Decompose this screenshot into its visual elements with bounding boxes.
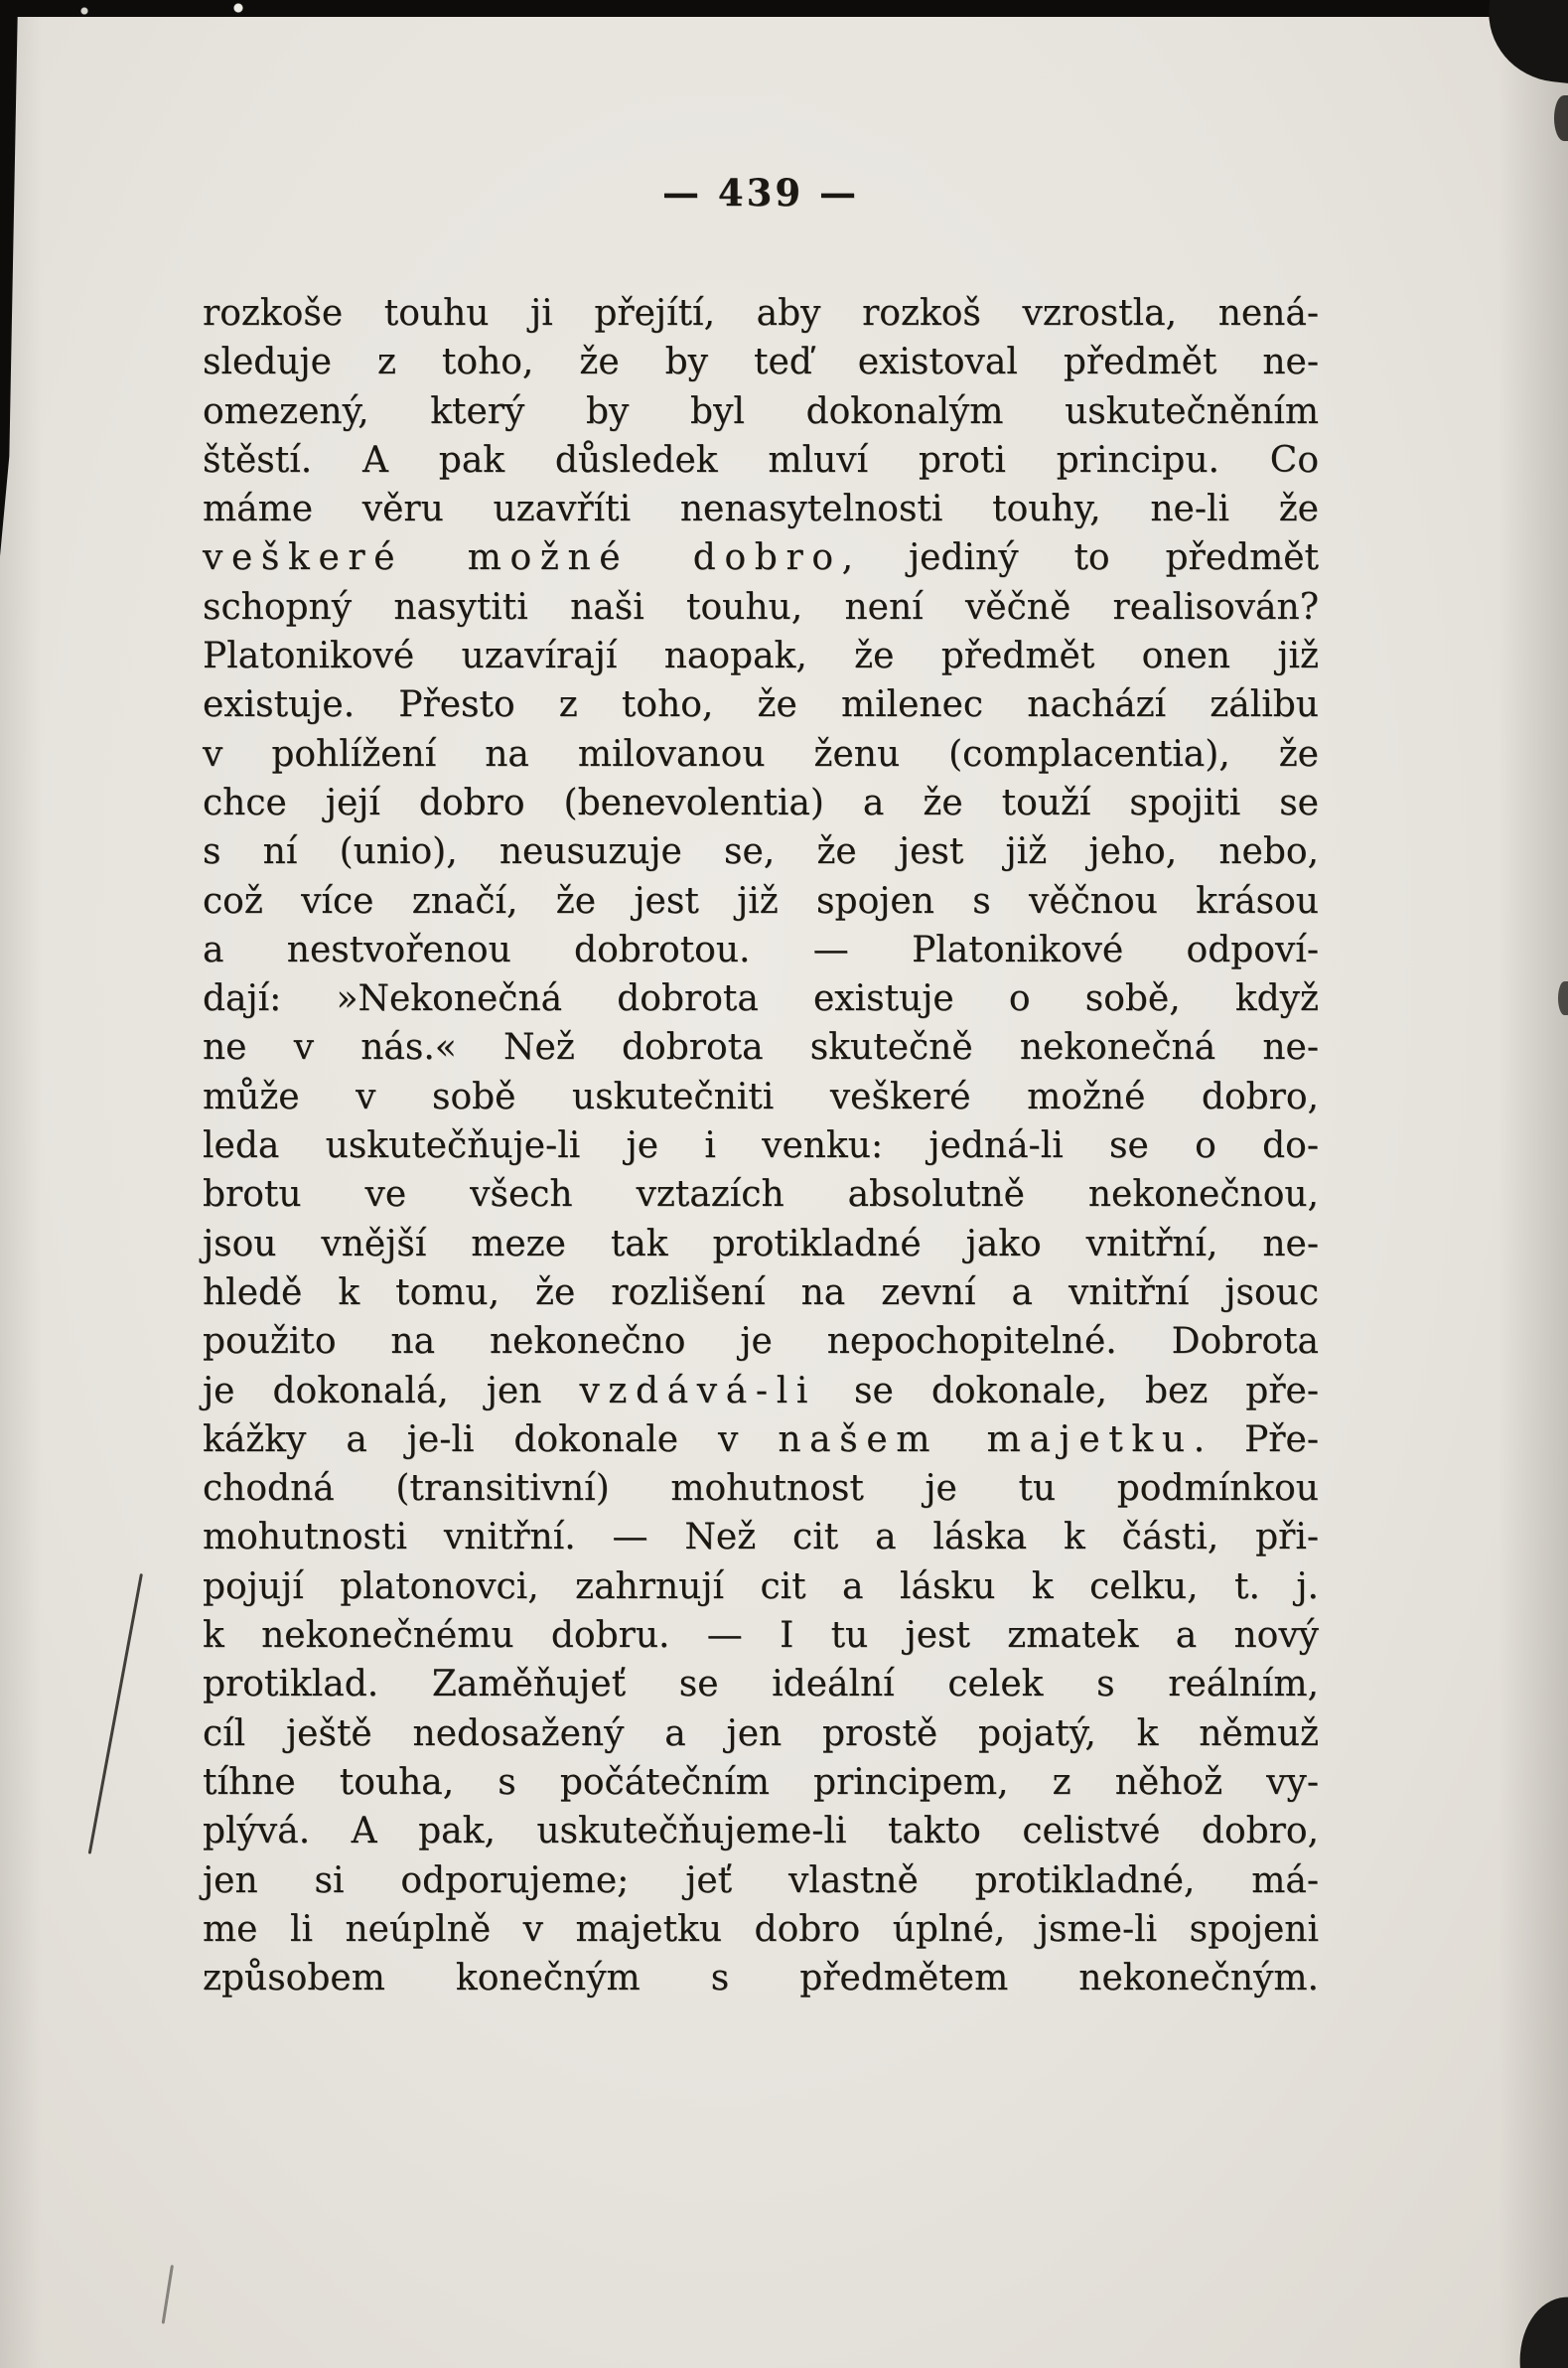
page-number: — 439 — <box>662 171 859 215</box>
text-segment: způsobem konečným s předmětem nekonečným. <box>203 1958 1319 1999</box>
scan-speck-right-edge <box>1558 981 1568 1015</box>
text-segment: hledě k tomu, že rozlišení na zevní a vnitřní jsouc <box>203 1271 1319 1313</box>
text-line <box>203 1905 1319 1954</box>
text-line <box>203 1856 1319 1905</box>
text-segment: sleduje z toho, že by teď existoval předmět ne- <box>203 342 1319 383</box>
text-segment: omezený, který by byl dokonalým uskutečněním <box>203 390 1319 432</box>
pencil-stroke-bottom-left <box>162 2265 174 2324</box>
text-line <box>203 1367 1319 1415</box>
text-segment: s ní (unio), neusuzuje se, že jest již jeho, nebo, <box>203 831 1319 873</box>
text-segment: jsou vnější meze tak protikladné jako vnitřní, ne- <box>203 1223 1319 1264</box>
body-text <box>203 289 1319 2002</box>
text-segment: rozkoše touhu ji přejítí, aby rozkoš vzrostla, nená- <box>203 293 1319 334</box>
text-line <box>203 1073 1319 1121</box>
text-line <box>203 1660 1319 1708</box>
text-segment: brotu ve všech vztazích absolutně nekonečnou, <box>203 1174 1319 1216</box>
text-segment: me li neúplně v majetku dobro úplné, jsme-li spojeni <box>203 1908 1319 1950</box>
text-segment: ne v nás.« Než dobrota skutečně nekonečná ne- <box>203 1027 1319 1069</box>
pencil-stroke-left-margin <box>88 1573 143 1854</box>
text-line <box>203 1611 1319 1660</box>
text-line <box>203 289 1319 338</box>
text-segment: existuje. Přesto z toho, že milenec nachází zálibu <box>203 684 1319 726</box>
text-segment: dají: »Nekonečná dobrota existuje o sobě, když <box>203 978 1319 1020</box>
text-line <box>203 1513 1319 1561</box>
text-line <box>203 1317 1319 1366</box>
text-line <box>203 1758 1319 1807</box>
text-segment: jen si odporujeme; jeť vlastně protikladné, má- <box>203 1859 1319 1901</box>
text-segment: chce její dobro (benevolentia) a že touží spojiti se <box>203 782 1319 823</box>
text-line <box>203 1709 1319 1758</box>
scan-blot-top-right <box>1482 0 1568 84</box>
page-content <box>203 0 1319 2368</box>
text-segment: tíhne touha, s počátečním principem, z něhož vy- <box>203 1761 1319 1803</box>
text-line <box>203 485 1319 533</box>
text-segment: , jediný to předmět <box>841 537 1319 579</box>
text-segment: našem majetku <box>778 1418 1194 1460</box>
text-segment: . Pře- <box>1193 1418 1319 1460</box>
text-segment: Platonikové uzavírají naopak, že předmět onen již <box>203 636 1319 677</box>
text-segment: pojují platonovci, zahrnují cit a lásku k celku, t. j. <box>203 1565 1319 1607</box>
text-segment: se dokonale, bez pře- <box>816 1370 1319 1411</box>
text-line <box>203 387 1319 436</box>
text-line <box>203 1268 1319 1317</box>
text-segment: je dokonalá, jen <box>203 1370 580 1411</box>
text-line <box>203 730 1319 779</box>
text-line <box>203 1121 1319 1170</box>
text-segment: v pohlížení na milovanou ženu (complacentia), že <box>203 733 1319 775</box>
text-segment: štěstí. A pak důsledek mluví proti principu. Co <box>203 439 1319 481</box>
text-line <box>203 1415 1319 1464</box>
text-line <box>203 974 1319 1023</box>
text-line <box>203 779 1319 827</box>
text-segment: protiklad. Zaměňujeť se ideální celek s reálním, <box>203 1664 1319 1705</box>
text-segment: plývá. A pak, uskutečňujeme-li takto celistvé dobro, <box>203 1811 1319 1852</box>
text-line <box>203 533 1319 582</box>
text-line <box>203 1170 1319 1219</box>
text-segment: schopný nasytiti naši touhu, není věčně realisován? <box>203 586 1319 628</box>
scan-shadow-right <box>1498 0 1568 2368</box>
text-line <box>203 583 1319 632</box>
text-line <box>203 1807 1319 1855</box>
text-segment: použito na nekonečno je nepochopitelné. Dobrota <box>203 1321 1319 1363</box>
text-line <box>203 1954 1319 2002</box>
text-line <box>203 338 1319 386</box>
text-segment: k nekonečnému dobru. — I tu jest zmatek a nový <box>203 1615 1319 1657</box>
text-line <box>203 632 1319 680</box>
text-line <box>203 1562 1319 1611</box>
scan-blot-bottom-right <box>1515 2296 1568 2368</box>
text-line <box>203 926 1319 974</box>
scan-streak-top-right <box>1554 95 1568 141</box>
text-segment: leda uskutečňuje-li je i venku: jedná-li se o do- <box>203 1125 1319 1167</box>
text-segment: mohutnosti vnitřní. — Než cit a láska k části, při- <box>203 1517 1319 1558</box>
text-segment: máme věru uzavříti nenasytelnosti touhy, ne-li že <box>203 489 1319 530</box>
text-line <box>203 436 1319 485</box>
text-segment: může v sobě uskutečniti veškeré možné dobro, <box>203 1076 1319 1117</box>
text-line <box>203 1464 1319 1513</box>
scan-edge-left <box>0 0 18 556</box>
text-segment: a nestvořenou dobrotou. — Platonikové odpoví- <box>203 929 1319 970</box>
text-segment: což více značí, že jest již spojen s věčnou krásou <box>203 880 1319 922</box>
text-segment: cíl ještě nedosažený a jen prostě pojatý, k němuž <box>203 1712 1319 1754</box>
text-segment: vzdává-li <box>579 1370 817 1411</box>
text-segment: kážky a je-li dokonale v <box>203 1418 779 1460</box>
text-line <box>203 680 1319 729</box>
text-segment: veškeré možné dobro <box>203 537 842 579</box>
text-line <box>203 877 1319 926</box>
text-line <box>203 1023 1319 1072</box>
text-line <box>203 1220 1319 1268</box>
text-line <box>203 827 1319 876</box>
text-segment: chodná (transitivní) mohutnost je tu podmínkou <box>203 1468 1319 1510</box>
